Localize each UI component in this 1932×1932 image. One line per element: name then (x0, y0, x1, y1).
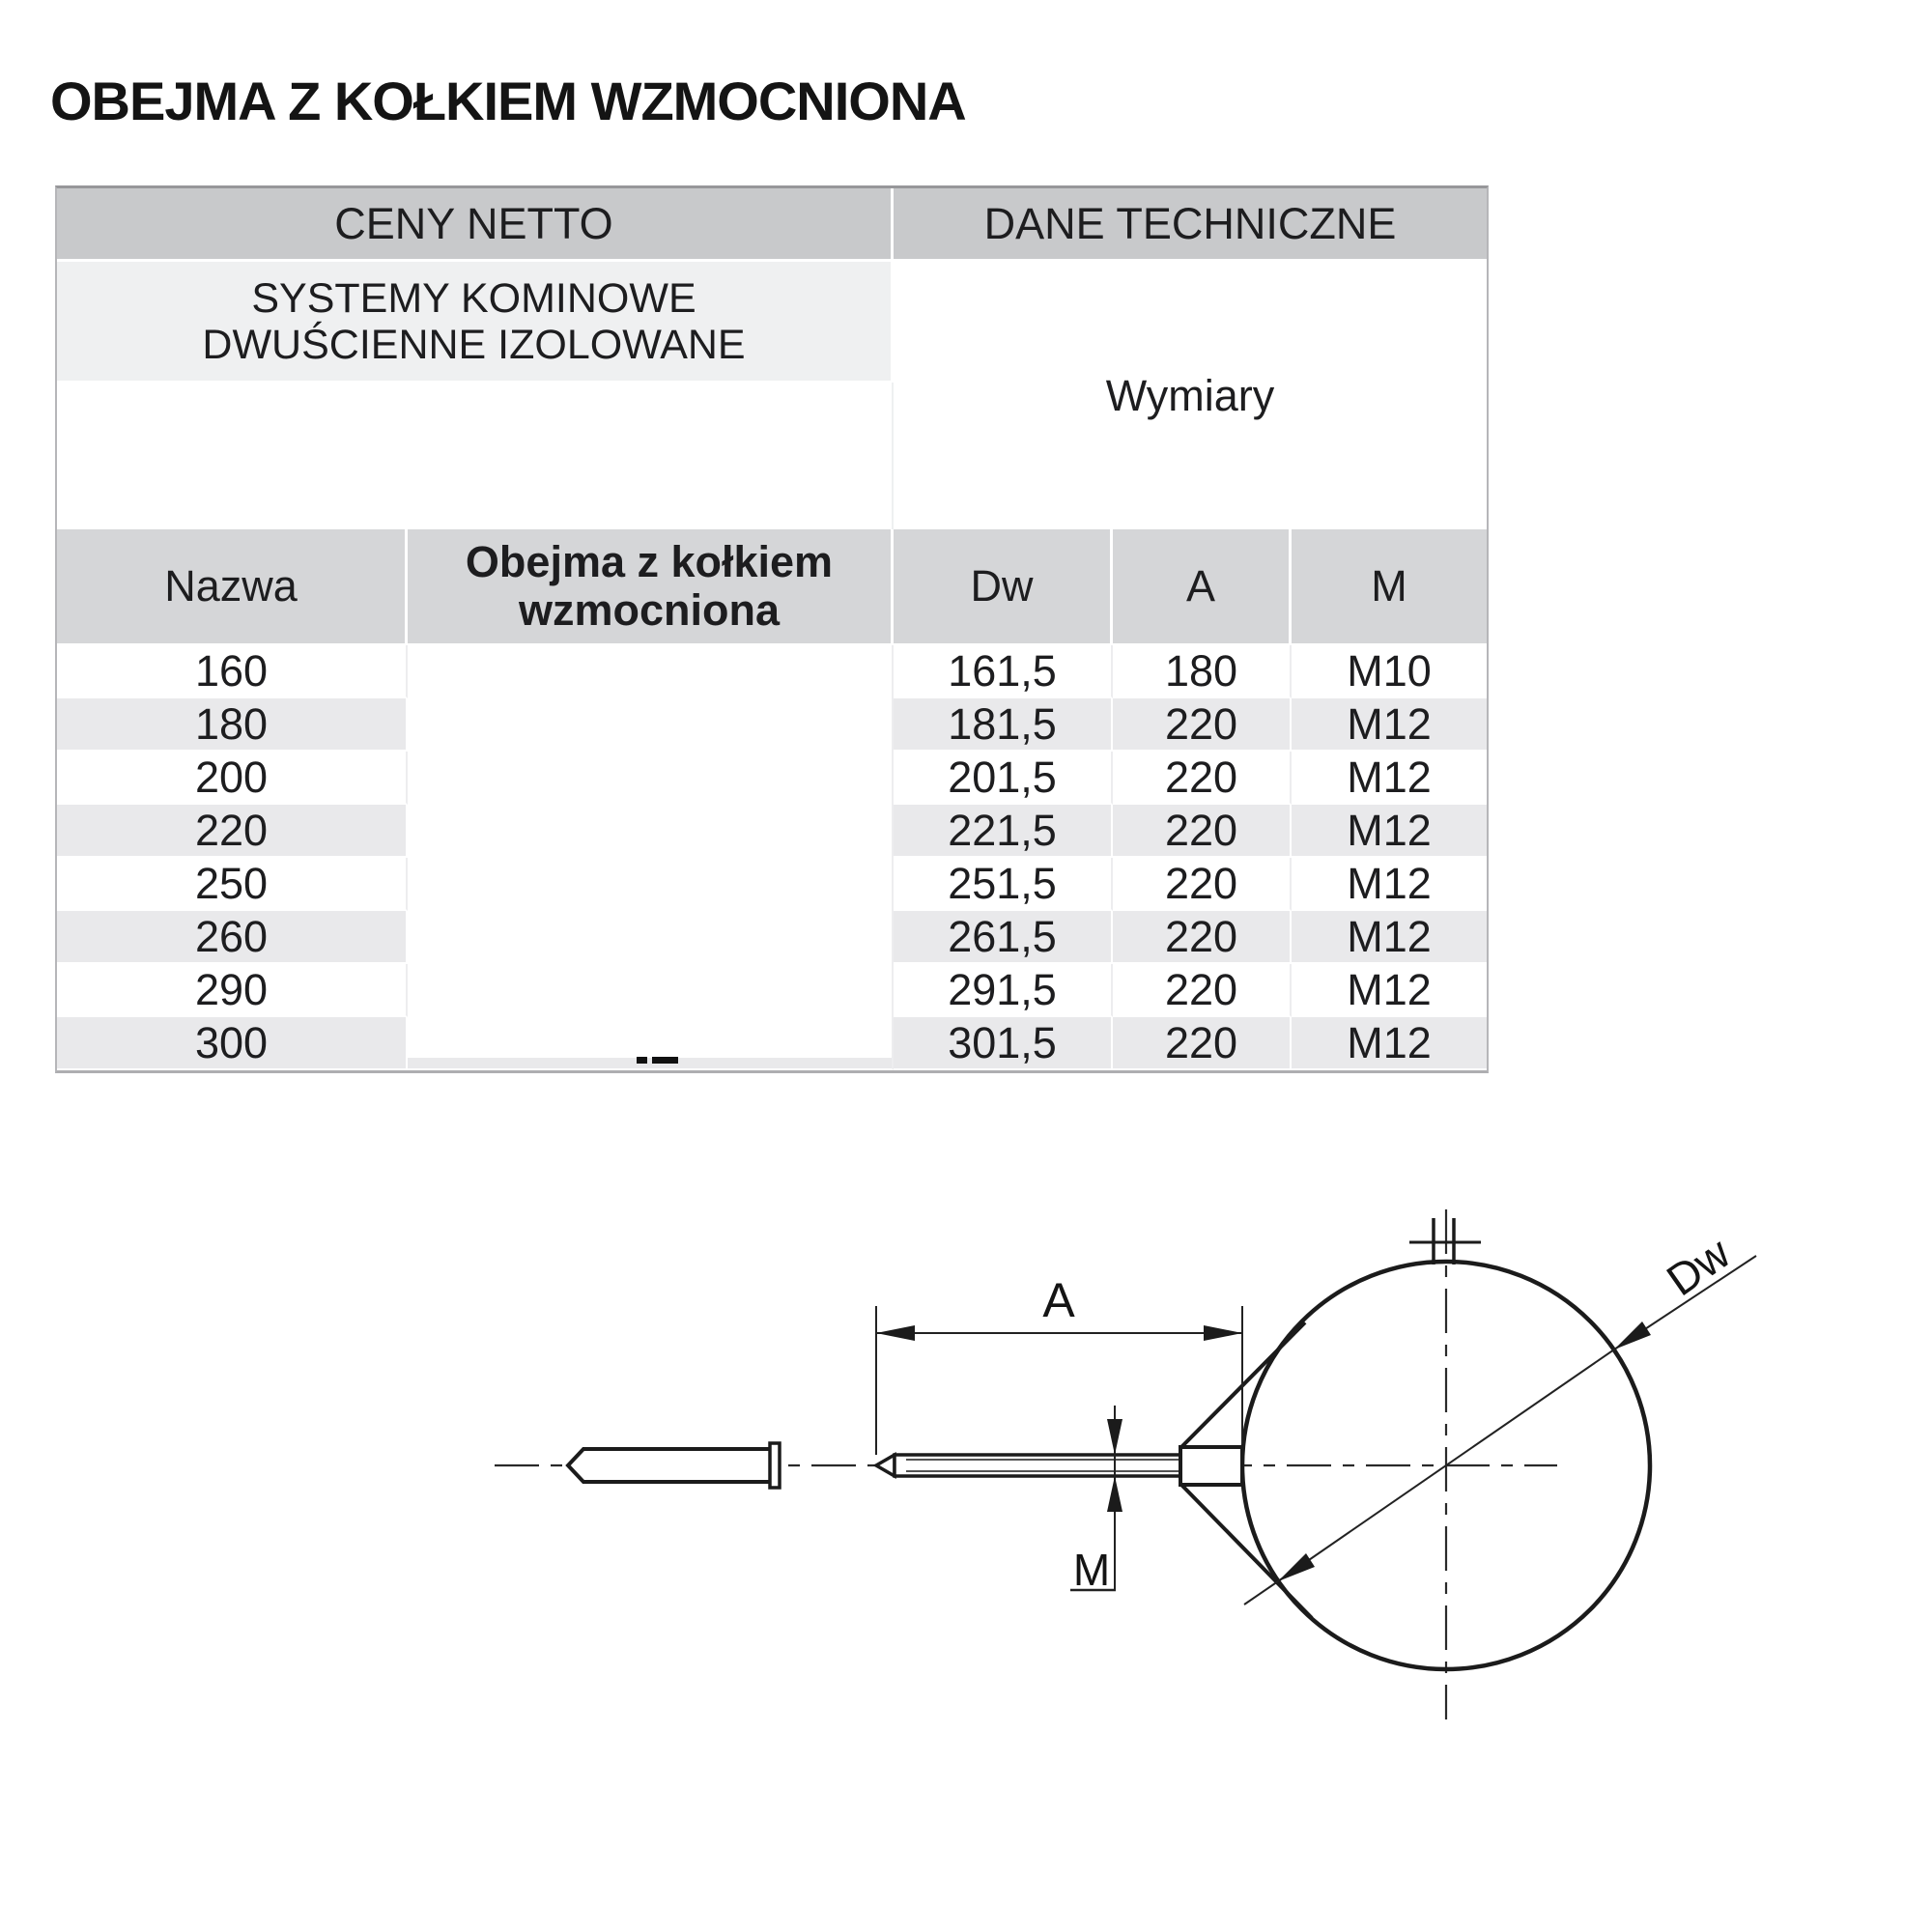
cell-dw: 261,5 (894, 911, 1113, 964)
cell-m: M12 (1292, 858, 1487, 911)
table-row-section-headers (57, 188, 1487, 262)
page-title: OBEJMA Z KOŁKIEM WZMOCNIONA (50, 71, 966, 131)
table-row (57, 645, 1487, 698)
dimension-m-label: M (1072, 1545, 1111, 1595)
cell-m: M10 (1292, 645, 1487, 698)
cell-nazwa: 290 (57, 964, 408, 1017)
col-header-a: A (1113, 529, 1292, 645)
cell-a: 220 (1113, 698, 1292, 752)
section-header-dane-techniczne: DANE TECHNICZNE (894, 188, 1487, 262)
col-header-nazwa: Nazwa (57, 529, 408, 645)
cell-nazwa: 180 (57, 698, 408, 752)
cell-a: 220 (1113, 911, 1292, 964)
cell-m: M12 (1292, 911, 1487, 964)
cell-nazwa: 160 (57, 645, 408, 698)
product-header-line1: Obejma z kołkiem (465, 537, 834, 586)
dimension-m-arrow-top (1107, 1419, 1122, 1455)
cell-a: 220 (1113, 1017, 1292, 1070)
cell-m: M12 (1292, 698, 1487, 752)
dimension-dw-label: Dw (1657, 1227, 1740, 1306)
col-header-dw: Dw (894, 529, 1113, 645)
product-spec-table (55, 185, 1489, 1073)
clamp-ring-circle (1242, 1262, 1650, 1669)
cell-a: 220 (1113, 964, 1292, 1017)
clamp-boss (1180, 1447, 1242, 1485)
cell-dw: 301,5 (894, 1017, 1113, 1070)
anchor-dowel (568, 1443, 780, 1488)
cell-a: 220 (1113, 805, 1292, 858)
cell-dw: 291,5 (894, 964, 1113, 1017)
cell-a: 220 (1113, 858, 1292, 911)
cell-dw: 251,5 (894, 858, 1113, 911)
cell-m: M12 (1292, 805, 1487, 858)
cell-nazwa: 200 (57, 752, 408, 805)
empty-cell (57, 383, 894, 529)
dimensions-header-cell: Wymiary (894, 262, 1487, 529)
cell-nazwa: 220 (57, 805, 408, 858)
dimension-m (1070, 1406, 1116, 1590)
cell-nazwa: 300 (57, 1017, 408, 1070)
cell-a: 220 (1113, 752, 1292, 805)
product-image-fragment (652, 1057, 678, 1064)
col-header-product (408, 529, 894, 645)
col-header-m: M (1292, 529, 1487, 645)
clamp-bracket (1181, 1322, 1312, 1618)
dimension-dw (1244, 1256, 1756, 1605)
cell-m: M12 (1292, 752, 1487, 805)
category-line2: DWUŚCIENNE IZOLOWANE (202, 321, 746, 368)
cell-nazwa: 260 (57, 911, 408, 964)
category-line1: SYSTEMY KOMINOWE (251, 274, 696, 322)
section-header-ceny-netto: CENY NETTO (57, 188, 894, 262)
clamp-bolt-icon (1409, 1218, 1481, 1264)
table-row-column-headers (57, 529, 1487, 645)
cell-dw: 201,5 (894, 752, 1113, 805)
dimension-a-label: A (1042, 1273, 1075, 1327)
table-row-category (57, 262, 1487, 383)
dimension-a (876, 1306, 1242, 1455)
cell-nazwa: 250 (57, 858, 408, 911)
cell-a: 180 (1113, 645, 1292, 698)
cell-dw: 181,5 (894, 698, 1113, 752)
dimension-m-arrow-bottom (1107, 1476, 1122, 1512)
cell-dw: 161,5 (894, 645, 1113, 698)
product-image-cell (408, 645, 894, 1070)
dimension-dw-arrow-upper (1614, 1321, 1651, 1350)
dimension-dw-arrow-lower (1278, 1553, 1315, 1581)
cell-m: M12 (1292, 964, 1487, 1017)
product-image-fragment (637, 1057, 647, 1064)
category-cell (57, 262, 894, 383)
cell-m: M12 (1292, 1017, 1487, 1070)
cell-dw: 221,5 (894, 805, 1113, 858)
threaded-rod (876, 1447, 1242, 1485)
dimension-a-arrow-right (1204, 1325, 1242, 1341)
dimension-a-arrow-left (876, 1325, 915, 1341)
product-header-line2: wzmocniona (518, 585, 781, 635)
